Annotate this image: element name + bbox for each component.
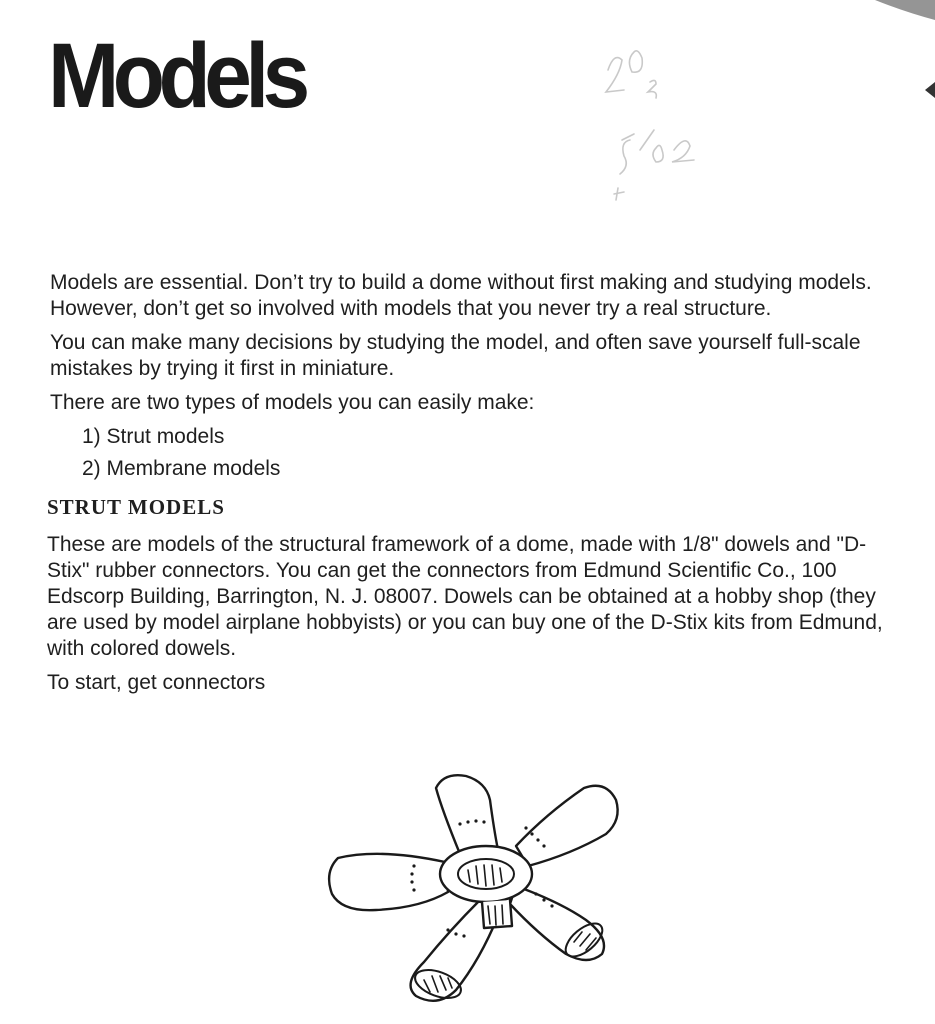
model-types-list (82, 424, 890, 482)
paragraph-decisions: You can make many decisions by studying the model, and often save yourself full-scale mistakes by trying it first in miniature. (50, 331, 861, 380)
page-title: Models (48, 25, 304, 127)
paragraph-types: There are two types of models you can easily make: (50, 391, 535, 414)
connector-illustration (320, 770, 630, 1010)
paragraph-strut-models: These are models of the structural framework of a dome, made with 1/8" dowels and "D-Stix" rubber connectors. You can get the connectors from Edmund Scientific Co., 100 Edscorp Building, Barrington, N. J. 08007. Dowels can be obtained at a hobby shop (they are used by model airplane hobbyists) or you can buy one of the D-Stix kits from Edmund, with colored dowels. (47, 533, 883, 660)
section-heading: STRUT MODELS (47, 495, 225, 519)
list-item: 2) Membrane models (82, 457, 281, 480)
paragraph-intro: Models are essential. Don’t try to build a dome without first making and studying models. However, don’t get so involved with models that you never try a real structure. (50, 271, 872, 320)
handwritten-note (590, 30, 730, 210)
list-item: 1) Strut models (82, 425, 225, 448)
paragraph-start: To start, get connectors (47, 671, 266, 694)
article-body (47, 270, 890, 704)
corner-shadow (865, 0, 935, 110)
